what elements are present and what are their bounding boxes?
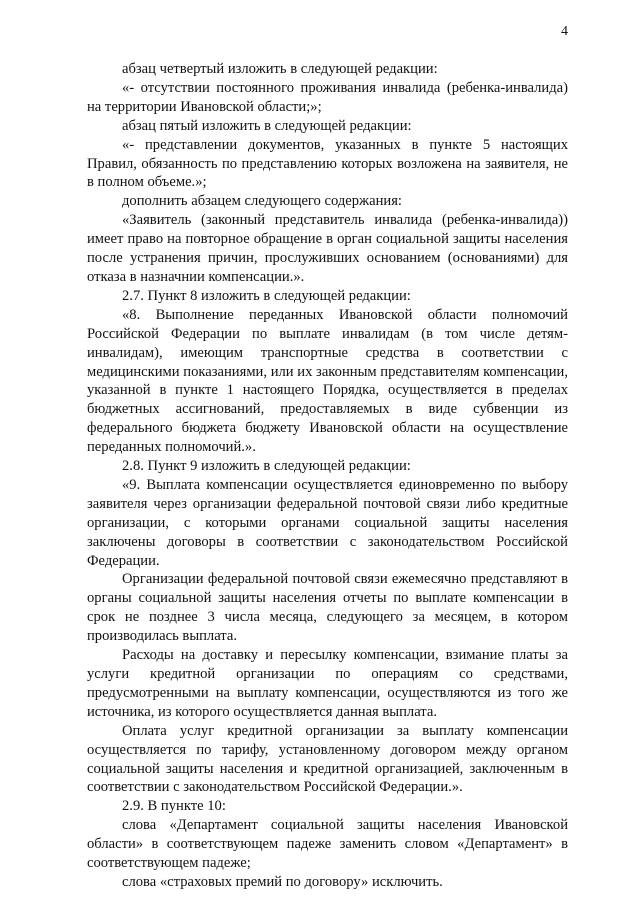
paragraph: слова «страховых премий по договору» исключить.	[122, 873, 443, 890]
document-body	[87, 60, 568, 892]
paragraph: слова «Департамент социальной защиты населения Ивановской области» в соответствующем падеже заменить словом «Департамент» в соответствующем падеже;	[87, 817, 568, 872]
paragraph: абзац пятый изложить в следующей редакции:	[122, 117, 412, 134]
paragraph: Оплата услуг кредитной организации за выплату компенсации осуществляется по тарифу, установленному договором между органом социальной защиты населения и кредитной организацией, заключенным в соответствии с законодательством Российской Федерации.».	[87, 722, 568, 796]
paragraph: Расходы на доставку и пересылку компенсации, взимание платы за услуги кредитной организации по операциям со средствами, предусмотренными на выплату компенсации, осуществляются из того же источника, из которого осуществляется данная выплата.	[87, 647, 568, 720]
page-number: 4	[561, 24, 568, 39]
paragraph: 2.9. В пункте 10:	[122, 798, 226, 815]
paragraph: 2.7. Пункт 8 изложить в следующей редакции:	[122, 287, 411, 304]
paragraph: дополнить абзацем следующего содержания:	[122, 193, 402, 210]
paragraph: «Заявитель (законный представитель инвалида (ребенка-инвалида)) имеет право на повторное обращение в орган социальной защиты населения после устранения причин, прослуживших основанием (основаниями) для отказа в назначнии компенсации.».	[87, 212, 568, 285]
paragraph: «- отсутствии постоянного проживания инвалида (ребенка-инвалида) на территории Ивановской области;»;	[87, 79, 568, 115]
paragraph: «9. Выплата компенсации осуществляется единовременно по выбору заявителя через организации федеральной почтовой связи либо кредитные организации, с которыми органами социальной защиты населения заключены договоры в соответствии с законодательством Российской Федерации.	[87, 476, 568, 569]
paragraph: абзац четвертый изложить в следующей редакции:	[122, 61, 438, 77]
paragraph: «8. Выполнение переданных Ивановской области полномочий Российской Федерации по выплате инвалидам (в том числе детям-инвалидам), имеющим транспортные средства в соответствии с медицинскими показаниями, или их законным представителям компенсации, указанной в пункте 1 настоящего Порядка, осуществляется в пределах бюджетных ассигнований, предоставляемых в виде субвенции из федерального бюджета бюджету Ивановской области на осуществление переданных полномочий.».	[87, 306, 568, 456]
paragraph: Организации федеральной почтовой связи ежемесячно представляют в органы социальной защиты населения отчеты по выплате компенсации в срок не позднее 3 числа месяца, следующего за месяцем, в котором производилась выплата.	[87, 571, 568, 645]
paragraph: «- представлении документов, указанных в пункте 5 настоящих Правил, обязанность по представлению которых возложена на заявителя, не в полном объеме.»;	[87, 136, 568, 191]
paragraph: 2.8. Пункт 9 изложить в следующей редакции:	[122, 458, 411, 475]
